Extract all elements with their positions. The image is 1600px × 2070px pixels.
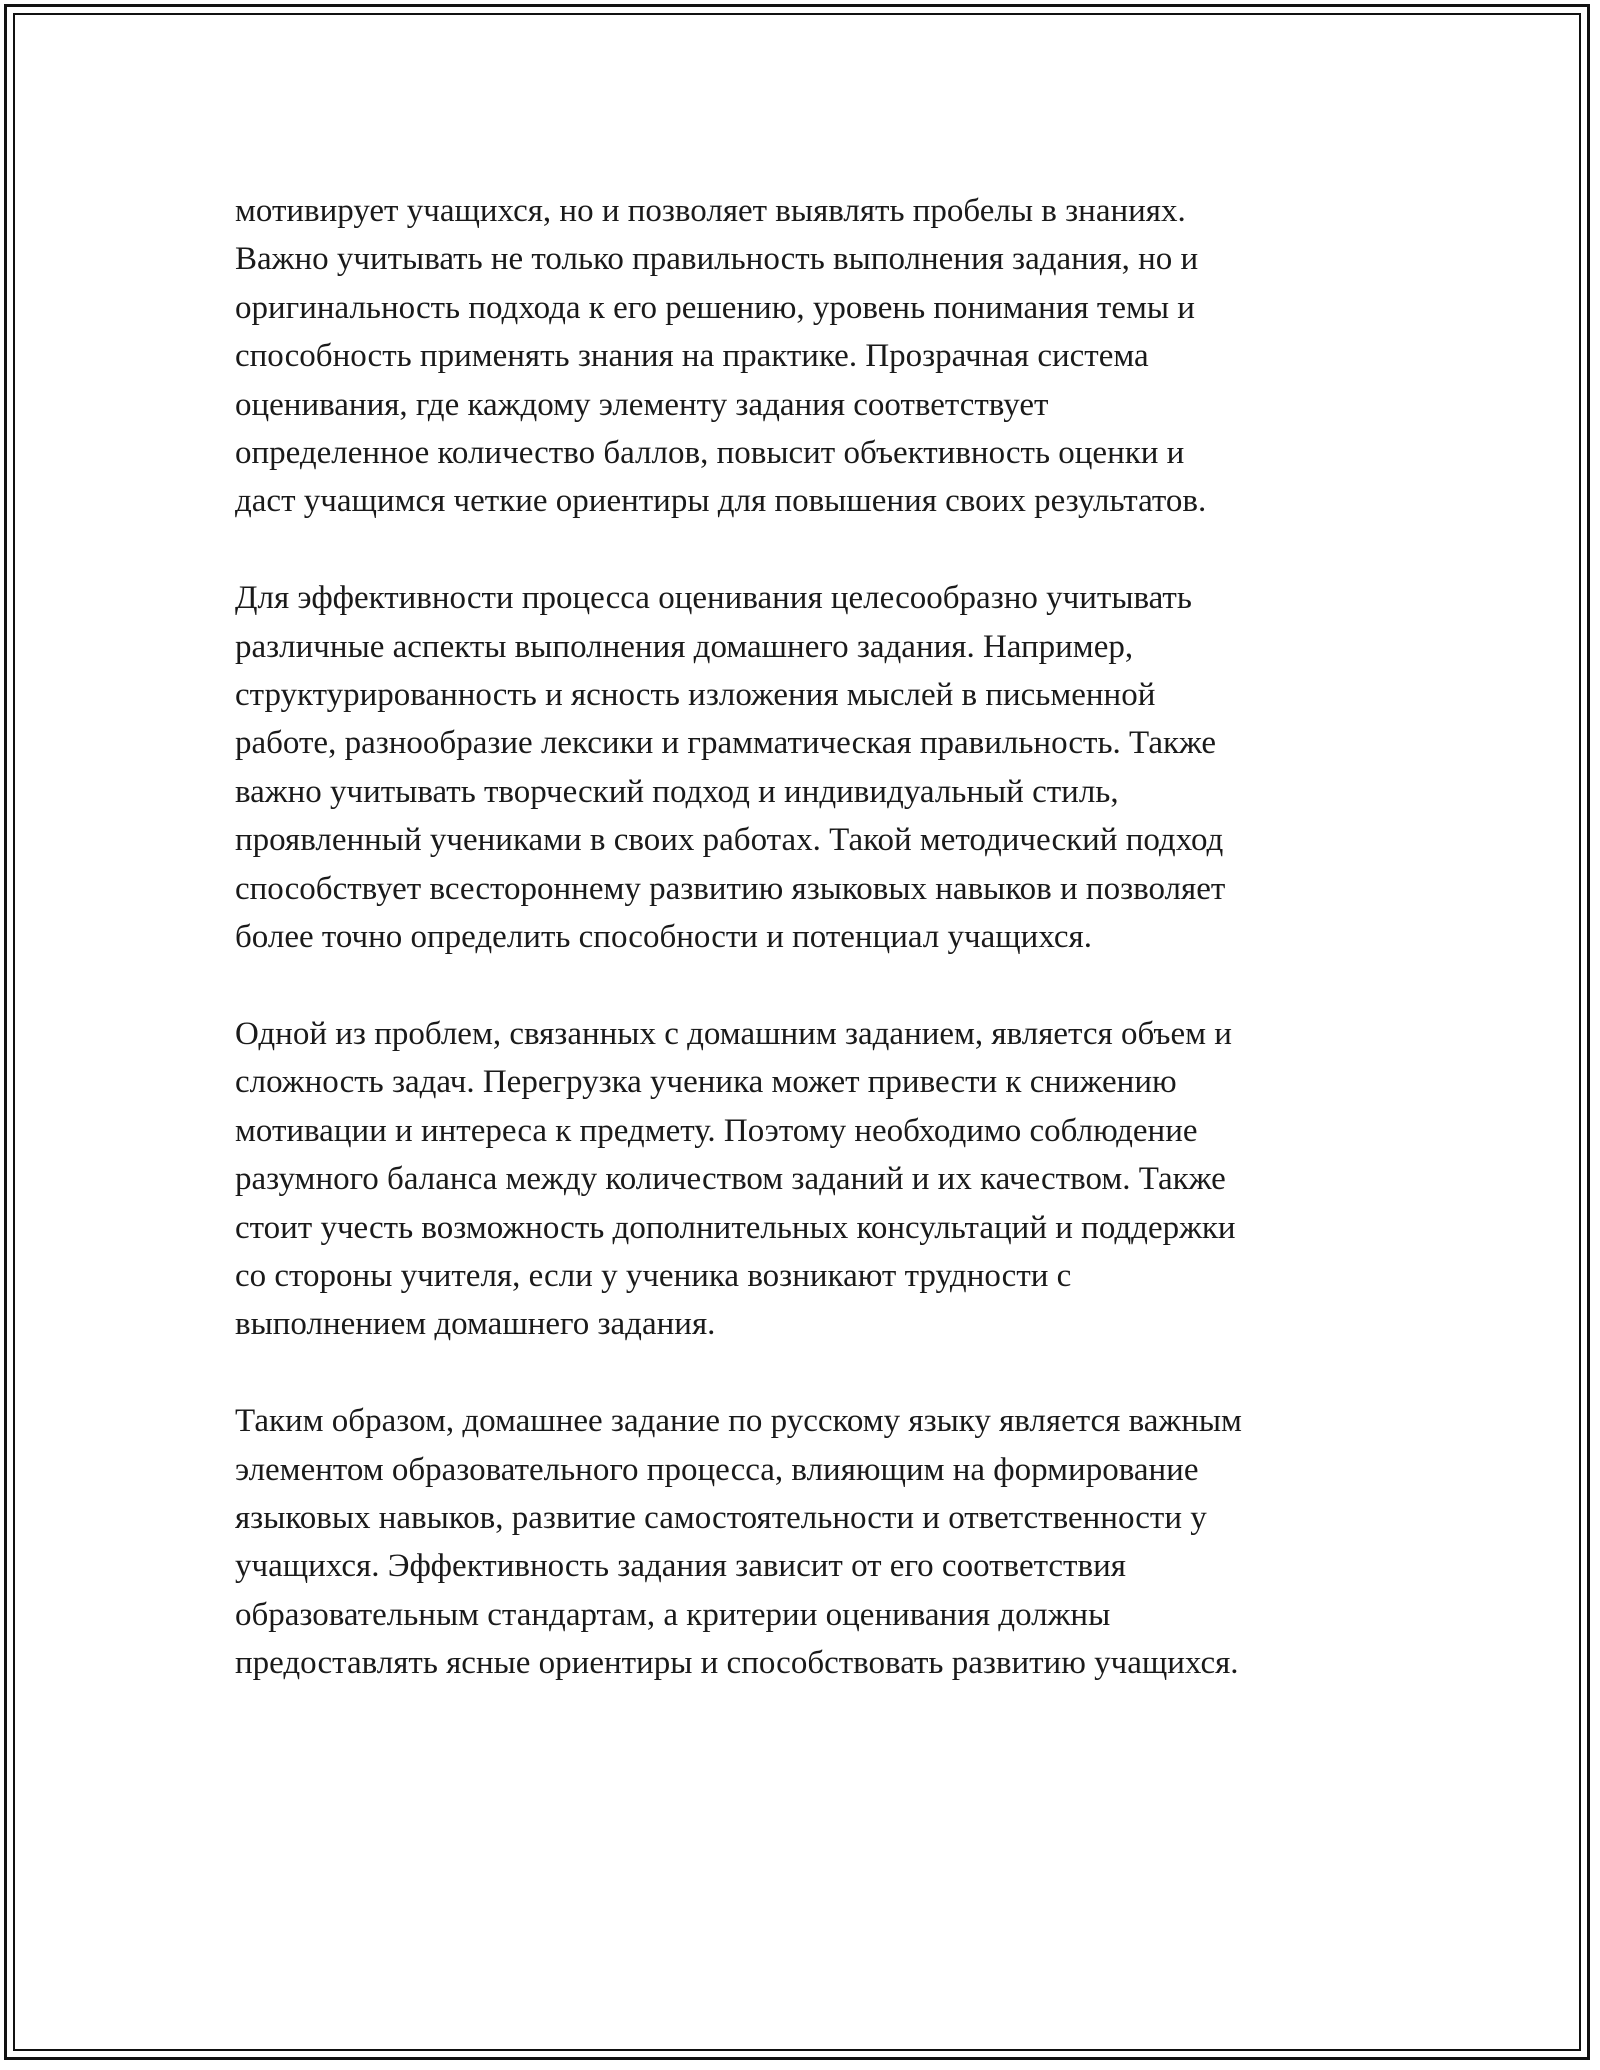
paragraph-1 <box>235 187 1385 526</box>
paragraph-4 <box>235 1397 1385 1687</box>
text-line: Таким образом, домашнее задание по русскому языку является важным <box>235 1403 1242 1440</box>
text-line: учащихся. Эффективность задания зависит от его соответствия <box>235 1548 1126 1585</box>
text-line: оригинальность подхода к его решению, уровень понимания темы и <box>235 289 1195 326</box>
text-line: способствует всестороннему развитию языковых навыков и позволяет <box>235 870 1226 907</box>
text-line: способность применять знания на практике. Прозрачная система <box>235 338 1149 375</box>
text-line: Для эффективности процесса оценивания целесообразно учитывать <box>235 580 1192 617</box>
text-line: образовательным стандартам, а критерии оценивания должны <box>235 1596 1111 1633</box>
text-line: предоставлять ясные ориентиры и способствовать развитию учащихся. <box>235 1645 1239 1682</box>
text-line: мотивирует учащихся, но и позволяет выявлять пробелы в знаниях. <box>235 193 1186 229</box>
text-line: Важно учитывать не только правильность выполнения задания, но и <box>235 241 1199 278</box>
text-line: работе, разнообразие лексики и грамматическая правильность. Также <box>235 725 1217 762</box>
paragraph-3 <box>235 1010 1385 1349</box>
text-line: различные аспекты выполнения домашнего задания. Например, <box>235 628 1134 665</box>
text-line: сложность задач. Перегрузка ученика может привести к снижению <box>235 1064 1177 1101</box>
text-line: мотивации и интереса к предмету. Поэтому необходимо соблюдение <box>235 1112 1198 1149</box>
text-line: стоит учесть возможность дополнительных консультаций и поддержки <box>235 1209 1236 1246</box>
text-line: разумного баланса между количеством заданий и их качеством. Также <box>235 1161 1226 1198</box>
paragraph-2 <box>235 574 1385 961</box>
text-line: проявленный учениками в своих работах. Такой методический подход <box>235 822 1224 859</box>
text-line: со стороны учителя, если у ученика возникают трудности с <box>235 1257 1072 1294</box>
text-line: важно учитывать творческий подход и индивидуальный стиль, <box>235 773 1119 810</box>
text-line: более точно определить способности и потенциал учащихся. <box>235 919 1092 956</box>
text-line: языковых навыков, развитие самостоятельности и ответственности у <box>235 1499 1207 1536</box>
text-line: даст учащимся четкие ориентиры для повышения своих результатов. <box>235 483 1207 520</box>
text-line: определенное количество баллов, повысит объективность оценки и <box>235 435 1185 472</box>
text-line: оценивания, где каждому элементу задания соответствует <box>235 386 1049 423</box>
text-line: элементом образовательного процесса, влияющим на формирование <box>235 1451 1199 1488</box>
text-line: Одной из проблем, связанных с домашним заданием, является объем и <box>235 1015 1232 1052</box>
text-line: выполнением домашнего задания. <box>235 1306 716 1343</box>
text-line: структурированность и ясность изложения мыслей в письменной <box>235 677 1156 714</box>
document-body <box>235 187 1385 1736</box>
